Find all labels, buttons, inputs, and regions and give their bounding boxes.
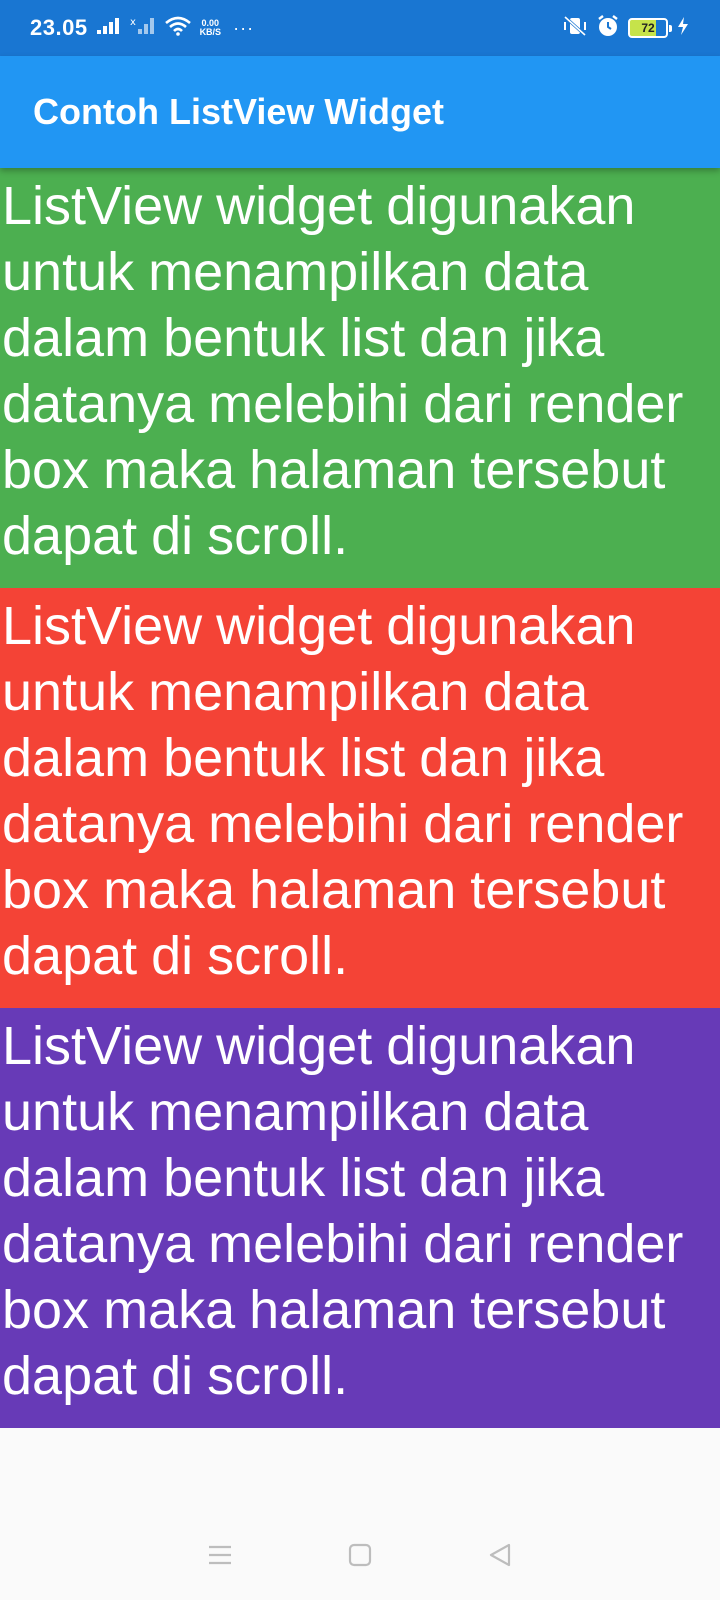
app-bar — [0, 56, 720, 168]
net-speed-unit: KB/S — [199, 27, 222, 37]
list-item-text: ListView widget digunakan untuk menampilkan data dalam bentuk list dan jika datanya melebihi dari render box maka halaman tersebut dapat di scroll. — [2, 1016, 684, 1406]
battery-icon: 72 — [628, 18, 668, 38]
net-speed-value: 0.00 — [201, 18, 220, 28]
app-title: Contoh ListView Widget — [33, 91, 444, 132]
svg-text:x: x — [129, 16, 136, 28]
signal-icon — [96, 17, 122, 40]
navigation-bar — [0, 1510, 720, 1600]
wifi-icon — [164, 16, 192, 41]
home-icon — [347, 1542, 373, 1568]
signal-no-service-icon — [130, 16, 156, 41]
status-right — [562, 14, 690, 43]
status-time: 23.05 — [30, 15, 88, 40]
list-item — [0, 1008, 720, 1428]
status-bar — [0, 0, 720, 56]
list-item-text: ListView widget digunakan untuk menampilkan data dalam bentuk list dan jika datanya melebihi dari render box maka halaman tersebut dapat di scroll. — [2, 176, 684, 566]
list-item — [0, 588, 720, 1008]
list-item — [0, 168, 720, 588]
home-button[interactable] — [340, 1535, 380, 1575]
back-button[interactable] — [480, 1535, 520, 1575]
status-left — [30, 15, 254, 41]
charging-icon — [676, 16, 690, 41]
more-notifications: ··· — [233, 17, 255, 38]
list-item-text: ListView widget digunakan untuk menampilkan data dalam bentuk list dan jika datanya melebihi dari render box maka halaman tersebut dapat di scroll. — [2, 596, 684, 986]
vibrate-off-icon — [562, 15, 588, 42]
menu-icon — [207, 1544, 233, 1566]
alarm-icon — [596, 14, 620, 43]
back-icon — [487, 1542, 513, 1568]
net-speed — [200, 19, 222, 37]
list-view[interactable] — [0, 168, 720, 1428]
recent-apps-button[interactable] — [200, 1535, 240, 1575]
